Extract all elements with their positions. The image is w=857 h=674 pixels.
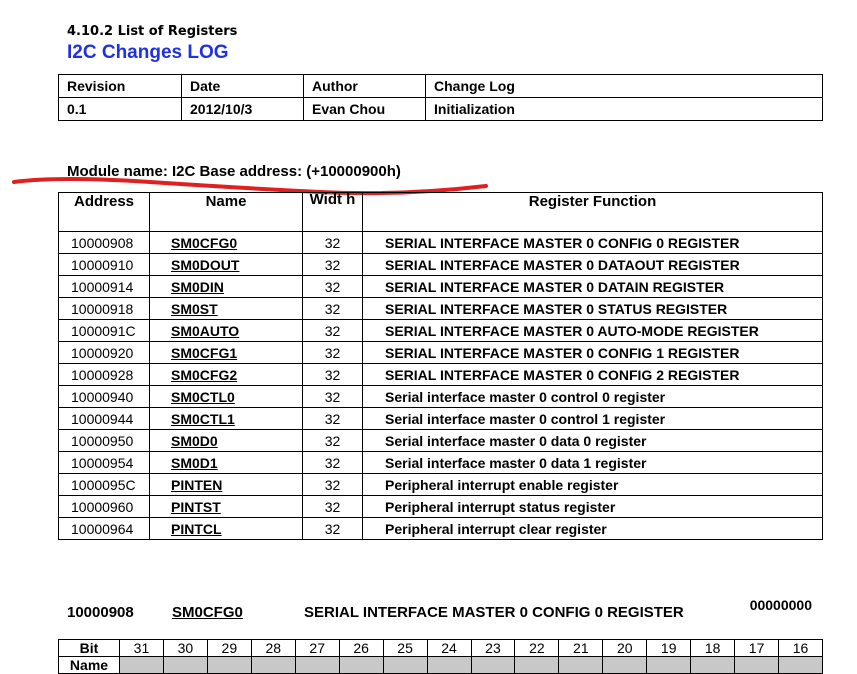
changelog-row	[59, 98, 823, 121]
bit-label: Bit	[59, 640, 120, 657]
changelog-entry: Initialization	[426, 98, 823, 121]
register-name-link[interactable]: SM0DIN	[150, 276, 303, 298]
register-address: 10000954	[59, 452, 150, 474]
register-address: 10000920	[59, 342, 150, 364]
register-row	[59, 232, 823, 254]
register-row	[59, 474, 823, 496]
bit-number: 18	[691, 640, 735, 657]
header-register-function: Register Function	[363, 193, 823, 232]
section-heading: 4.10.2 List of Registers	[67, 24, 238, 39]
changelog-date: 2012/10/3	[182, 98, 304, 121]
register-width: 32	[303, 386, 363, 408]
bit-number: 24	[427, 640, 471, 657]
register-name-link[interactable]: SM0CTL1	[150, 408, 303, 430]
register-width: 32	[303, 276, 363, 298]
register-address: 10000944	[59, 408, 150, 430]
register-table	[58, 192, 823, 540]
register-address: 10000910	[59, 254, 150, 276]
register-width: 32	[303, 430, 363, 452]
bit-number: 23	[471, 640, 515, 657]
register-name-link[interactable]: SM0D1	[150, 452, 303, 474]
header-name: Name	[150, 193, 303, 232]
changelog-header-author: Author	[304, 75, 426, 98]
bit-number: 28	[251, 640, 295, 657]
bit-number: 25	[383, 640, 427, 657]
bit-number-row	[59, 640, 823, 657]
register-row	[59, 386, 823, 408]
register-address: 1000095C	[59, 474, 150, 496]
bit-number: 26	[339, 640, 383, 657]
register-width: 32	[303, 518, 363, 540]
register-function: Serial interface master 0 control 0 register	[363, 386, 823, 408]
register-row	[59, 276, 823, 298]
register-row	[59, 364, 823, 386]
changelog-table	[58, 74, 823, 121]
register-name-link[interactable]: SM0DOUT	[150, 254, 303, 276]
register-name-link[interactable]: SM0ST	[150, 298, 303, 320]
register-row	[59, 430, 823, 452]
register-width: 32	[303, 342, 363, 364]
register-header-row	[59, 193, 823, 232]
register-function: SERIAL INTERFACE MASTER 0 STATUS REGISTER	[363, 298, 823, 320]
register-function: Peripheral interrupt clear register	[363, 518, 823, 540]
register-row	[59, 298, 823, 320]
register-function: SERIAL INTERFACE MASTER 0 DATAIN REGISTER	[363, 276, 823, 298]
header-address: Address	[59, 193, 150, 232]
changelog-header-date: Date	[182, 75, 304, 98]
register-name-link[interactable]: PINTEN	[150, 474, 303, 496]
register-name-link[interactable]: PINTST	[150, 496, 303, 518]
register-row	[59, 254, 823, 276]
changelog-header-row	[59, 75, 823, 98]
register-address: 10000940	[59, 386, 150, 408]
detail-register-name: SM0CFG0	[172, 604, 243, 621]
register-function: SERIAL INTERFACE MASTER 0 DATAOUT REGISTER	[363, 254, 823, 276]
bit-number: 31	[120, 640, 164, 657]
register-row	[59, 518, 823, 540]
register-address: 10000964	[59, 518, 150, 540]
detail-register-function: SERIAL INTERFACE MASTER 0 CONFIG 0 REGISTER	[304, 604, 684, 621]
register-address: 10000908	[59, 232, 150, 254]
detail-address: 10000908	[67, 604, 134, 621]
register-width: 32	[303, 452, 363, 474]
bit-number: 29	[207, 640, 251, 657]
document-title: I2C Changes LOG	[67, 42, 229, 63]
changelog-header-revision: Revision	[59, 75, 182, 98]
register-width: 32	[303, 320, 363, 342]
bit-number: 22	[515, 640, 559, 657]
register-function: SERIAL INTERFACE MASTER 0 CONFIG 0 REGISTER	[363, 232, 823, 254]
register-name-link[interactable]: PINTCL	[150, 518, 303, 540]
register-row	[59, 408, 823, 430]
changelog-header-change-log: Change Log	[426, 75, 823, 98]
register-name-link[interactable]: SM0D0	[150, 430, 303, 452]
bit-field-table	[58, 639, 823, 674]
bit-number: 17	[735, 640, 779, 657]
register-function: SERIAL INTERFACE MASTER 0 CONFIG 2 REGISTER	[363, 364, 823, 386]
changelog-author: Evan Chou	[304, 98, 426, 121]
register-function: Serial interface master 0 data 1 register	[363, 452, 823, 474]
register-name-link[interactable]: SM0CTL0	[150, 386, 303, 408]
register-width: 32	[303, 474, 363, 496]
register-width: 32	[303, 298, 363, 320]
register-name-link[interactable]: SM0AUTO	[150, 320, 303, 342]
register-row	[59, 342, 823, 364]
register-address: 10000914	[59, 276, 150, 298]
header-width: Widt h	[303, 193, 363, 232]
register-width: 32	[303, 254, 363, 276]
register-row	[59, 452, 823, 474]
register-width: 32	[303, 408, 363, 430]
bit-number: 27	[295, 640, 339, 657]
register-address: 10000918	[59, 298, 150, 320]
register-function: Peripheral interrupt enable register	[363, 474, 823, 496]
register-address: 10000928	[59, 364, 150, 386]
register-name-link[interactable]: SM0CFG2	[150, 364, 303, 386]
register-function: Serial interface master 0 data 0 register	[363, 430, 823, 452]
bit-number: 30	[163, 640, 207, 657]
register-row	[59, 496, 823, 518]
register-width: 32	[303, 232, 363, 254]
register-address: 1000091C	[59, 320, 150, 342]
module-name-line: Module name: I2C Base address: (+10000900h)	[67, 163, 401, 180]
bit-number: 21	[559, 640, 603, 657]
register-rows	[59, 232, 823, 540]
register-width: 32	[303, 364, 363, 386]
register-function: Serial interface master 0 control 1 register	[363, 408, 823, 430]
name-label: Name	[59, 657, 120, 674]
register-row	[59, 320, 823, 342]
register-function: SERIAL INTERFACE MASTER 0 CONFIG 1 REGISTER	[363, 342, 823, 364]
register-name-link[interactable]: SM0CFG0	[150, 232, 303, 254]
bit-number: 20	[603, 640, 647, 657]
detail-default-value: 00000000	[749, 597, 812, 613]
bit-number: 19	[647, 640, 691, 657]
register-address: 10000960	[59, 496, 150, 518]
changelog-revision: 0.1	[59, 98, 182, 121]
bit-number: 16	[779, 640, 823, 657]
register-width: 32	[303, 496, 363, 518]
register-function: Peripheral interrupt status register	[363, 496, 823, 518]
register-name-link[interactable]: SM0CFG1	[150, 342, 303, 364]
register-address: 10000950	[59, 430, 150, 452]
register-function: SERIAL INTERFACE MASTER 0 AUTO-MODE REGISTER	[363, 320, 823, 342]
